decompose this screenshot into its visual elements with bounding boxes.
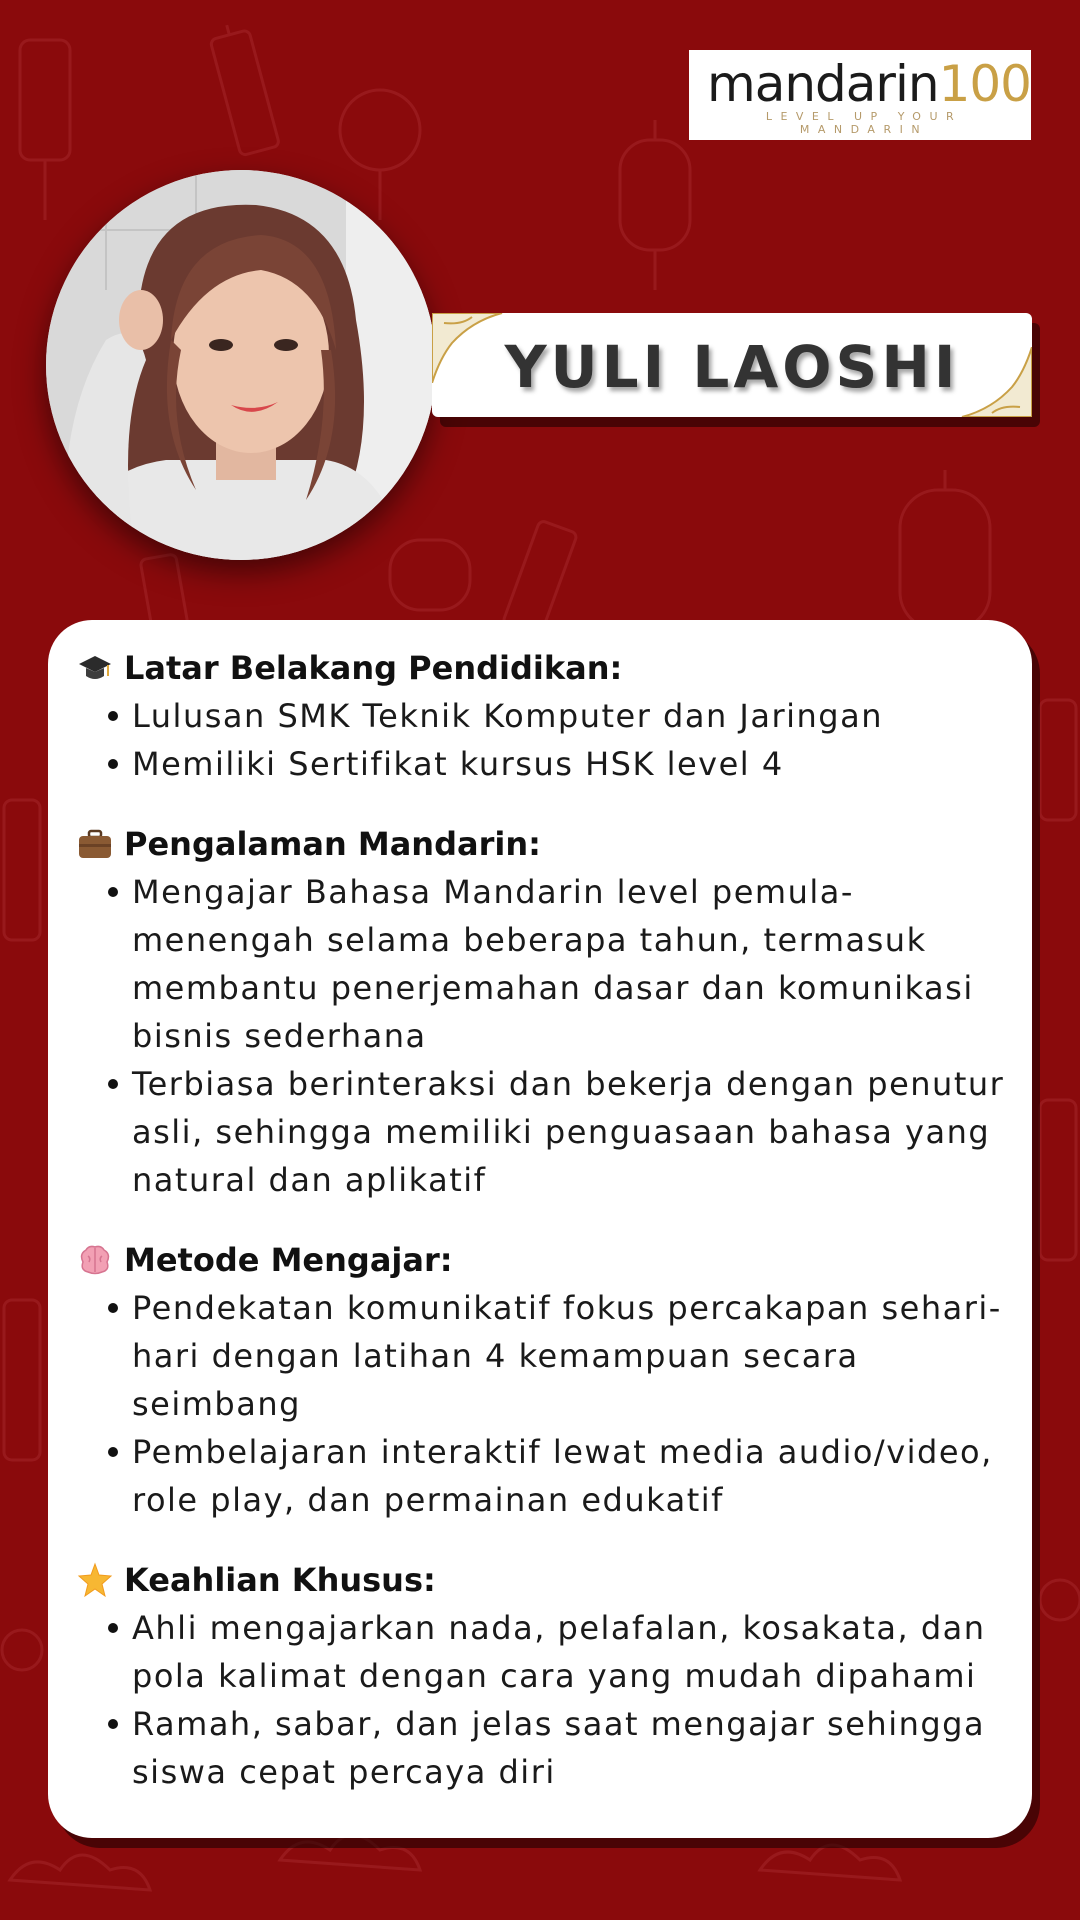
list-item: Memiliki Sertifikat kursus HSK level 4 bbox=[76, 740, 1012, 788]
teacher-name: YULI LAOSHI bbox=[504, 333, 960, 401]
section-header bbox=[76, 820, 1012, 868]
list-item: Lulusan SMK Teknik Komputer dan Jaringan bbox=[76, 692, 1012, 740]
list-item: Pendekatan komunikatif fokus percakapan sehari-hari dengan latihan 4 kemampuan secara seimbang bbox=[76, 1284, 1012, 1428]
section-title: Latar Belakang Pendidikan: bbox=[124, 649, 623, 687]
logo-tagline: LEVEL UP YOUR MANDARIN bbox=[765, 110, 963, 136]
profile-info-card bbox=[48, 620, 1032, 1838]
section-education bbox=[76, 644, 1012, 788]
briefcase-icon bbox=[76, 825, 114, 863]
list-item: Terbiasa berinteraksi dan bekerja dengan penutur asli, sehingga memiliki penguasaan bahasa yang natural dan aplikatif bbox=[76, 1060, 1012, 1204]
bullet-list bbox=[76, 868, 1012, 1204]
teacher-name-banner bbox=[432, 313, 1032, 417]
teacher-photo bbox=[46, 170, 436, 560]
bullet-list bbox=[76, 1284, 1012, 1524]
logo-number: 100 bbox=[938, 55, 1031, 113]
section-experience bbox=[76, 820, 1012, 1204]
section-teaching-method bbox=[76, 1236, 1012, 1524]
section-title: Pengalaman Mandarin: bbox=[124, 825, 541, 863]
section-title: Keahlian Khusus: bbox=[124, 1561, 436, 1599]
list-item: Ahli mengajarkan nada, pelafalan, kosakata, dan pola kalimat dengan cara yang mudah dipahami bbox=[76, 1604, 1012, 1700]
bullet-list bbox=[76, 692, 1012, 788]
logo-wordmark: mandarin100 bbox=[707, 55, 1031, 113]
graduation-cap-icon bbox=[76, 649, 114, 687]
list-item: Mengajar Bahasa Mandarin level pemula-menengah selama beberapa tahun, termasuk membantu penerjemahan dasar dan komunikasi bisnis sederhana bbox=[76, 868, 1012, 1060]
section-header bbox=[76, 1236, 1012, 1284]
brain-icon bbox=[76, 1241, 114, 1279]
section-title: Metode Mengajar: bbox=[124, 1241, 453, 1279]
section-header bbox=[76, 644, 1012, 692]
list-item: Ramah, sabar, dan jelas saat mengajar sehingga siswa cepat percaya diri bbox=[76, 1700, 1012, 1796]
bullet-list bbox=[76, 1604, 1012, 1796]
portrait-illustration bbox=[46, 170, 436, 560]
brand-logo bbox=[689, 50, 1031, 140]
star-icon bbox=[76, 1561, 114, 1599]
section-special-skills bbox=[76, 1556, 1012, 1796]
section-header bbox=[76, 1556, 1012, 1604]
list-item: Pembelajaran interaktif lewat media audio/video, role play, dan permainan edukatif bbox=[76, 1428, 1012, 1524]
